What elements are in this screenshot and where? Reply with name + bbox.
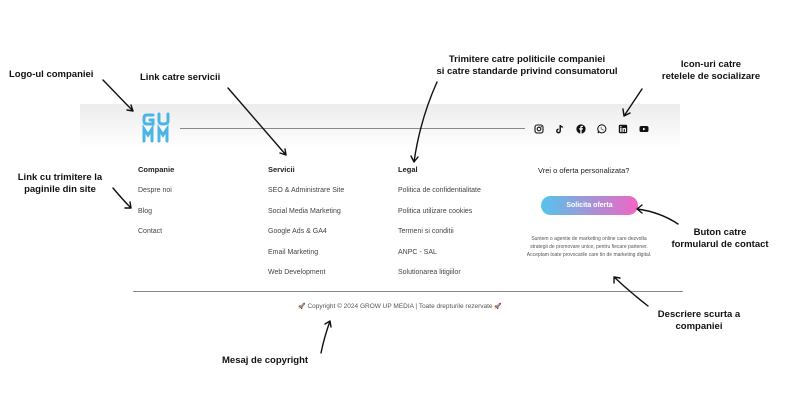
annotation-policies-line-2: si catre standarde privind consumatorul [436, 66, 618, 77]
rocket-icon: 🚀 [298, 304, 306, 310]
footer-link-seo[interactable]: SEO & Administrare Site [268, 187, 345, 194]
annotation-pages-line-1: Link cu trimitere la [17, 172, 103, 183]
arrow-button [637, 205, 678, 224]
footer-column-legal [398, 165, 481, 289]
annotation-pages-line-2: paginile din site [24, 184, 96, 195]
facebook-icon[interactable] [573, 123, 588, 134]
annotation-pages [4, 172, 116, 196]
rocket-icon: 🚀 [494, 304, 502, 310]
footer-divider [133, 291, 683, 292]
footer-link-litigii[interactable]: Solutionarea litigiilor [398, 269, 461, 276]
copyright-text: Copyright © 2024 GROW UP MEDIA | Toate drepturile rezervate [307, 303, 493, 310]
annotation-button [664, 227, 776, 251]
annotation-button-line-2: formularul de contact [671, 239, 769, 250]
column-title: Legal [398, 165, 418, 174]
footer-column-servicii [268, 165, 344, 289]
request-offer-button[interactable]: Solicita oferta [541, 196, 638, 215]
annotation-social [650, 59, 772, 83]
footer-column-companie [138, 165, 174, 248]
social-icons [531, 123, 651, 134]
footer-link-privacy[interactable]: Politica de confidentialitate [398, 187, 481, 194]
annotation-social-line-2: retelele de socializare [661, 71, 761, 82]
annotation-logo: Logo-ul companiei [9, 69, 94, 80]
footer-link-google-ads[interactable]: Google Ads & GA4 [268, 228, 327, 235]
footer-link-despre-noi[interactable]: Despre noi [138, 187, 172, 194]
annotation-description-line-1: Descriere scurta a [657, 309, 741, 320]
linkedin-icon[interactable] [615, 123, 630, 134]
footer-link-email-marketing[interactable]: Email Marketing [268, 248, 319, 256]
tiktok-icon[interactable] [552, 123, 567, 134]
footer-link-contact[interactable]: Contact [138, 228, 163, 235]
company-description: Suntem o agentie de marketing online care dezvolta strategii de promovare unice, pentru fiecare partener. Acceptam toate provocarile care tin de marketing digital. [526, 236, 652, 258]
arrow-copyright [321, 321, 331, 353]
company-logo[interactable] [142, 111, 172, 143]
annotation-policies-line-1: Trimitere catre politicile companiei [448, 54, 606, 65]
annotation-description-line-2: companiei [675, 321, 723, 332]
instagram-icon[interactable] [531, 123, 546, 134]
footer-link-anpc[interactable]: ANPC - SAL [398, 248, 437, 256]
annotation-description [644, 309, 754, 333]
offer-question: Vrei o oferta personalizata? [538, 166, 630, 175]
footer-link-social-media[interactable]: Social Media Marketing [268, 207, 341, 215]
annotation-button-line-1: Buton catre [693, 227, 747, 238]
footer-link-terms[interactable]: Termeni si conditii [398, 228, 454, 235]
column-title: Companie [138, 165, 175, 174]
annotation-services: Link catre servicii [140, 72, 221, 83]
footer-link-cookies[interactable]: Politica utilizare cookies [398, 207, 473, 215]
footer-link-web-development[interactable]: Web Development [268, 269, 326, 276]
annotation-copyright: Mesaj de copyright [222, 355, 309, 366]
annotation-policies [418, 54, 636, 78]
annotation-social-line-1: Icon-uri catre [680, 59, 742, 70]
column-title: Servicii [268, 165, 295, 174]
whatsapp-icon[interactable] [594, 123, 609, 134]
youtube-icon[interactable] [636, 123, 651, 134]
logo-divider-line [180, 128, 525, 129]
footer-link-blog[interactable]: Blog [138, 207, 153, 215]
